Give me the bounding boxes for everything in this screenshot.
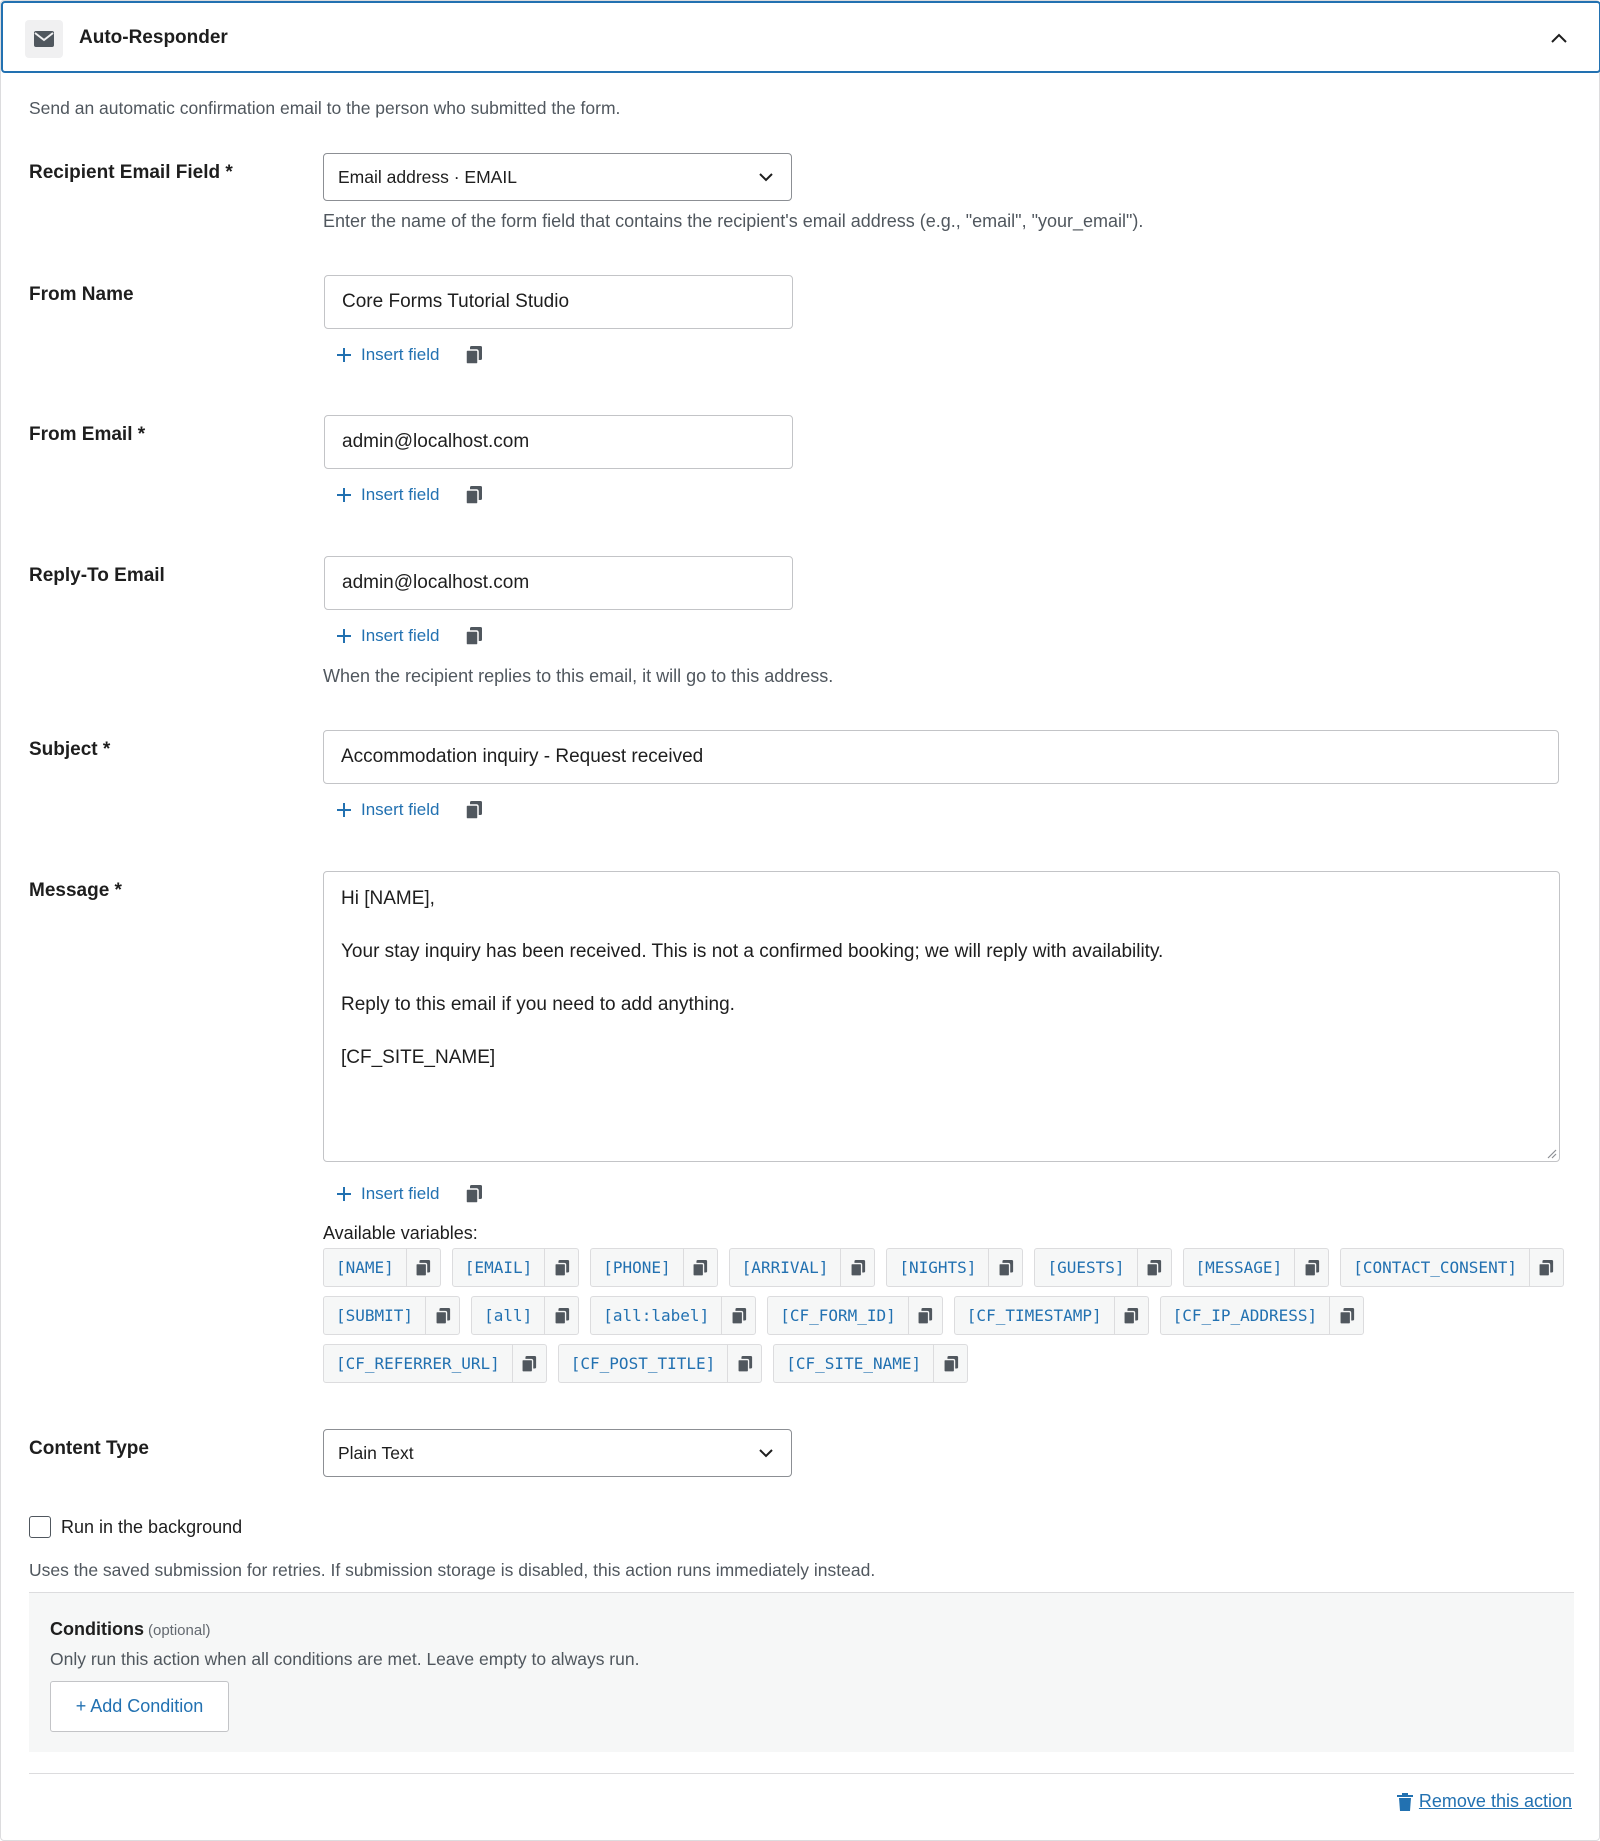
variable-code[interactable]: [MESSAGE] xyxy=(1195,1258,1283,1277)
variable-chip xyxy=(1183,1248,1330,1287)
message-textarea[interactable] xyxy=(323,871,1560,1162)
content-type-select[interactable] xyxy=(323,1429,792,1477)
copy-icon[interactable] xyxy=(1294,1249,1328,1286)
subject-input[interactable]: Accommodation inquiry - Request received xyxy=(323,730,1559,784)
variable-chip xyxy=(452,1248,579,1287)
from-name-label: From Name xyxy=(29,284,134,305)
copy-icon[interactable] xyxy=(544,1297,578,1334)
insert-field-label: Insert field xyxy=(361,626,440,645)
variable-chip xyxy=(558,1344,763,1383)
recipient-select[interactable] xyxy=(323,153,792,201)
variable-code[interactable]: [all] xyxy=(484,1306,533,1325)
variable-code[interactable]: [CF_REFERRER_URL] xyxy=(336,1354,500,1373)
trash-icon xyxy=(1397,1793,1413,1811)
message-label: Message * xyxy=(29,880,122,901)
copy-icon[interactable] xyxy=(406,1249,440,1286)
variable-chip xyxy=(1034,1248,1171,1287)
copy-icon[interactable] xyxy=(512,1345,546,1382)
message-line: [CF_SITE_NAME] xyxy=(341,1047,496,1068)
variable-code[interactable]: [CF_TIMESTAMP] xyxy=(966,1306,1102,1325)
from-name-input[interactable]: Core Forms Tutorial Studio xyxy=(324,275,793,329)
variable-code[interactable]: [CF_POST_TITLE] xyxy=(570,1354,716,1373)
variable-chip xyxy=(323,1296,460,1335)
copy-icon[interactable] xyxy=(465,345,483,365)
conditions-title-text: Conditions xyxy=(50,1619,144,1639)
reply-to-insert-row xyxy=(335,624,483,648)
resize-handle-icon[interactable] xyxy=(1545,1147,1557,1159)
from-email-input[interactable]: admin@localhost.com xyxy=(324,415,793,469)
copy-icon[interactable] xyxy=(425,1297,459,1334)
reply-to-input[interactable]: admin@localhost.com xyxy=(324,556,793,610)
copy-icon[interactable] xyxy=(840,1249,874,1286)
remove-action-label: Remove this action xyxy=(1418,1791,1572,1811)
insert-field-label: Insert field xyxy=(361,800,440,819)
insert-field-button[interactable] xyxy=(335,345,439,365)
insert-field-button[interactable] xyxy=(335,485,439,505)
panel-header[interactable] xyxy=(1,1,1600,73)
copy-icon[interactable] xyxy=(465,626,483,646)
variable-code[interactable]: [CF_FORM_ID] xyxy=(780,1306,896,1325)
variable-code[interactable]: [CF_SITE_NAME] xyxy=(786,1354,922,1373)
message-insert-row xyxy=(335,1182,483,1206)
plus-icon xyxy=(335,346,353,364)
copy-icon[interactable] xyxy=(1114,1297,1148,1334)
insert-field-label: Insert field xyxy=(361,485,440,504)
chevron-down-icon xyxy=(757,168,775,186)
plus-icon xyxy=(335,486,353,504)
recipient-help: Enter the name of the form field that contains the recipient's email address (e.g., "email", "your_email"). xyxy=(323,211,1144,231)
subject-label: Subject * xyxy=(29,739,111,760)
variable-code[interactable]: [all:label] xyxy=(603,1306,710,1325)
copy-icon[interactable] xyxy=(721,1297,755,1334)
background-help: Uses the saved submission for retries. If submission storage is disabled, this action runs immediately instead. xyxy=(29,1560,876,1580)
reply-to-help: When the recipient replies to this email, it will go to this address. xyxy=(323,666,834,686)
variable-code[interactable]: [ARRIVAL] xyxy=(741,1258,829,1277)
variable-code[interactable]: [SUBMIT] xyxy=(336,1306,414,1325)
copy-icon[interactable] xyxy=(465,1184,483,1204)
copy-icon[interactable] xyxy=(1329,1297,1363,1334)
variable-code[interactable]: [EMAIL] xyxy=(464,1258,533,1277)
content-type-label: Content Type xyxy=(29,1438,149,1459)
copy-icon[interactable] xyxy=(988,1249,1022,1286)
variable-code[interactable]: [GUESTS] xyxy=(1047,1258,1125,1277)
variable-chip xyxy=(767,1296,943,1335)
variable-chip xyxy=(323,1344,547,1383)
variables-label: Available variables: xyxy=(323,1223,478,1243)
insert-field-button[interactable] xyxy=(335,626,439,646)
variable-chip xyxy=(773,1344,968,1383)
chevron-up-icon[interactable] xyxy=(1547,27,1571,51)
background-label: Run in the background xyxy=(61,1517,243,1537)
reply-to-label: Reply-To Email xyxy=(29,565,165,586)
copy-icon[interactable] xyxy=(683,1249,717,1286)
variable-chip xyxy=(729,1248,876,1287)
from-name-insert-row xyxy=(335,343,483,367)
copy-icon[interactable] xyxy=(465,800,483,820)
insert-field-button[interactable] xyxy=(335,1184,439,1204)
message-line: Reply to this email if you need to add anything. xyxy=(341,994,735,1015)
variable-chip xyxy=(590,1248,717,1287)
variable-code[interactable]: [PHONE] xyxy=(603,1258,671,1277)
envelope-icon xyxy=(25,20,63,58)
variable-chip xyxy=(1340,1248,1564,1287)
copy-icon[interactable] xyxy=(908,1297,942,1334)
variable-chip xyxy=(471,1296,579,1335)
conditions-section xyxy=(29,1592,1574,1752)
variable-code[interactable]: [NAME] xyxy=(336,1258,394,1277)
remove-action-button[interactable] xyxy=(1397,1791,1572,1812)
subject-insert-row xyxy=(335,798,483,822)
variable-chip xyxy=(954,1296,1149,1335)
content-type-value: Plain Text xyxy=(338,1442,414,1463)
copy-icon[interactable] xyxy=(727,1345,761,1382)
variable-code[interactable]: [CF_IP_ADDRESS] xyxy=(1172,1306,1318,1325)
copy-icon[interactable] xyxy=(1529,1249,1563,1286)
variable-chip xyxy=(590,1296,756,1335)
chevron-down-icon xyxy=(757,1444,775,1462)
from-email-insert-row xyxy=(335,483,483,507)
variable-chip xyxy=(323,1248,441,1287)
conditions-help: Only run this action when all conditions are met. Leave empty to always run. xyxy=(50,1649,640,1669)
variable-code[interactable]: [NIGHTS] xyxy=(899,1258,977,1277)
insert-field-label: Insert field xyxy=(361,1184,440,1203)
background-checkbox[interactable] xyxy=(29,1516,51,1538)
message-line: Hi [NAME], xyxy=(341,888,435,909)
plus-icon xyxy=(335,1185,353,1203)
insert-field-label: Insert field xyxy=(361,345,440,364)
recipient-label: Recipient Email Field * xyxy=(29,162,233,183)
recipient-select-value: Email address · EMAIL xyxy=(338,166,517,187)
insert-field-button[interactable] xyxy=(335,800,439,820)
conditions-title xyxy=(50,1619,211,1640)
copy-icon[interactable] xyxy=(465,485,483,505)
panel-title: Auto-Responder xyxy=(79,27,228,48)
from-email-label: From Email * xyxy=(29,424,146,445)
divider xyxy=(29,1773,1574,1774)
variable-code[interactable]: [CONTACT_CONSENT] xyxy=(1353,1258,1517,1277)
add-condition-button[interactable]: + Add Condition xyxy=(50,1681,229,1732)
plus-icon xyxy=(335,801,353,819)
copy-icon[interactable] xyxy=(933,1345,967,1382)
message-line: Your stay inquiry has been received. This is not a confirmed booking; we will reply with availability. xyxy=(341,941,1164,962)
variable-chip xyxy=(886,1248,1023,1287)
conditions-optional: (optional) xyxy=(147,1622,211,1639)
plus-icon xyxy=(335,627,353,645)
intro-text: Send an automatic confirmation email to the person who submitted the form. xyxy=(29,98,621,118)
variables-list xyxy=(323,1248,1583,1383)
copy-icon[interactable] xyxy=(544,1249,578,1286)
variable-chip xyxy=(1160,1296,1365,1335)
copy-icon[interactable] xyxy=(1137,1249,1171,1286)
